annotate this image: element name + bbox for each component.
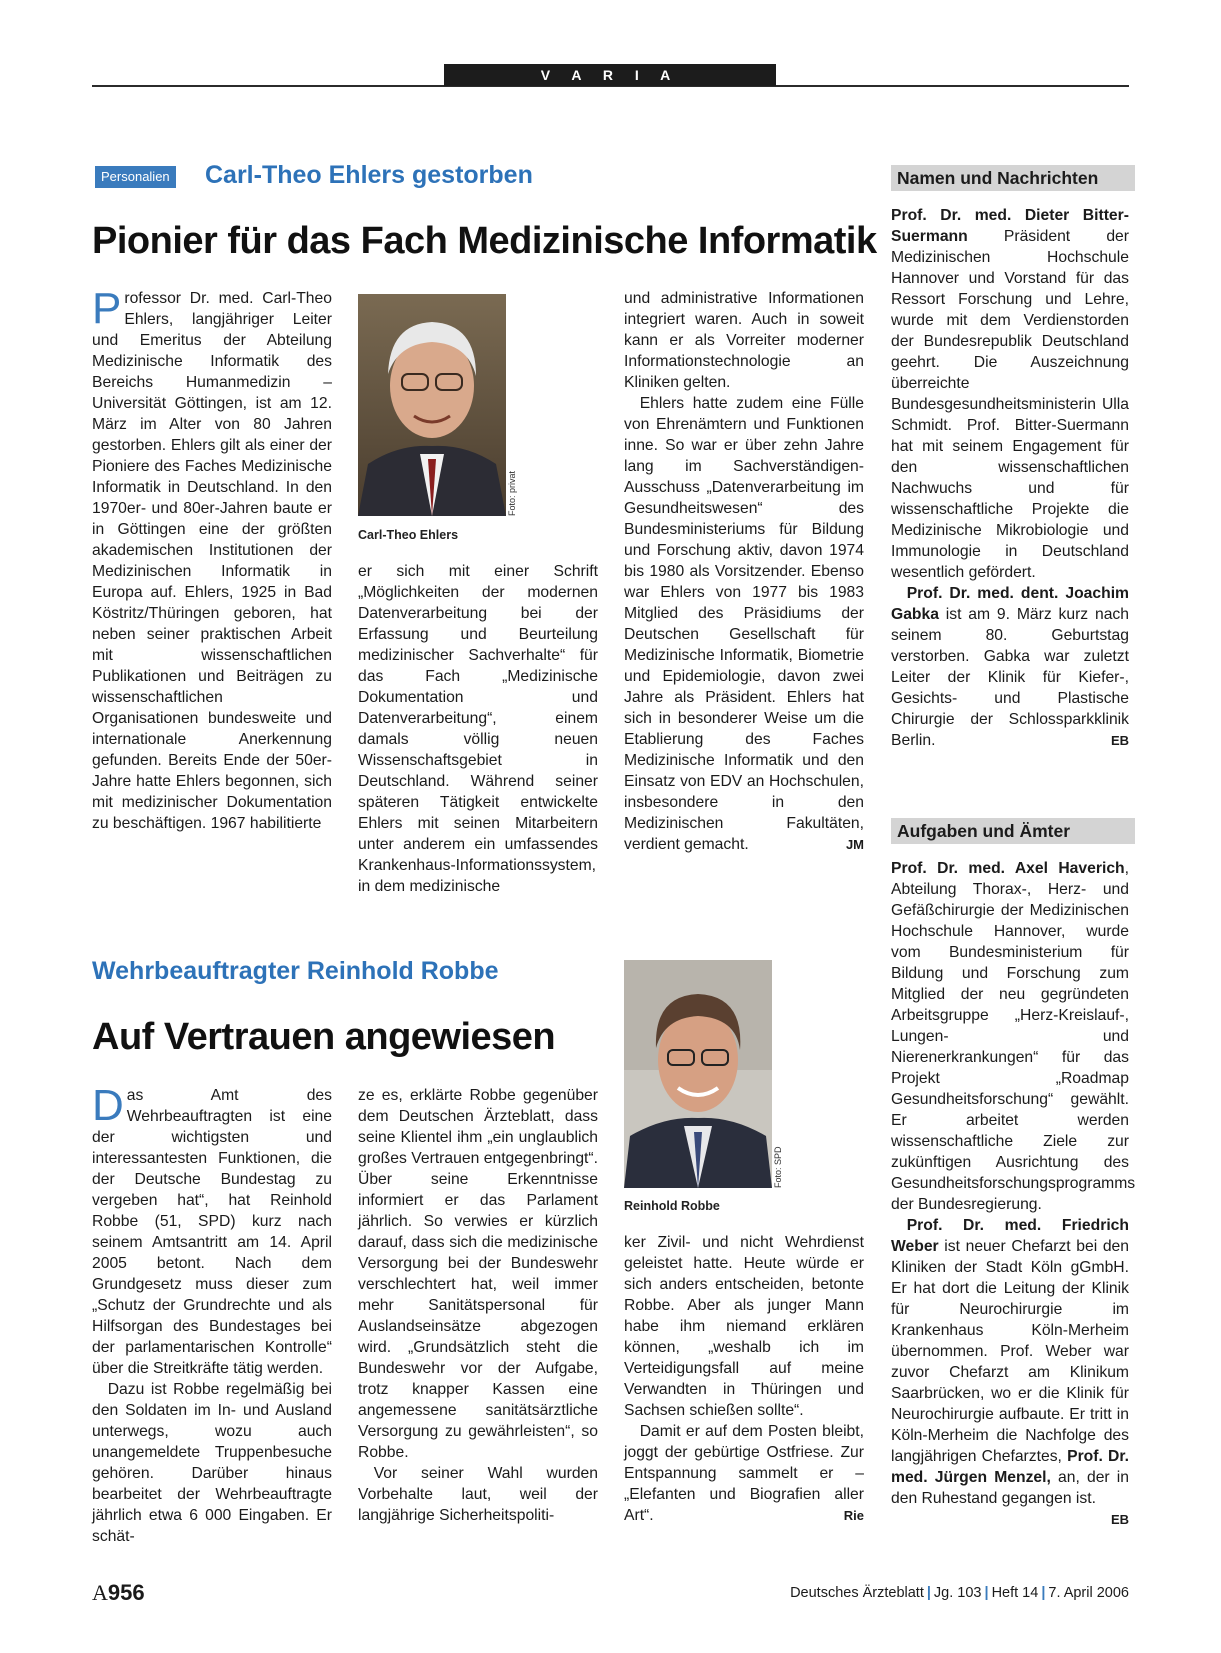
sidebar-signature: EB <box>1110 1512 1129 1527</box>
sidebar-section-aufgaben <box>891 858 1136 1530</box>
article2-headline: Auf Vertrauen angewiesen <box>92 1016 556 1058</box>
page-prefix: A <box>92 1580 108 1605</box>
news-text: ist neuer Chefarzt bei den Kliniken der Stadt Köln gGmbH. Er hat dort die Leitung der Klinik für Neurochirurgie im Krankenhaus Köln-Merheim übernommen. Prof. Weber war zuvor Chefarzt am Klinikum Saarbrücken, wo er die Klinik für Neurochirurgie aufbaute. Er tritt in Köln-Merheim die Nachfolge des langjährigen Chefarztes, <box>891 1238 1129 1465</box>
journal-name: Deutsches Ärzteblatt <box>790 1585 924 1601</box>
article2-col2-para2: Vor seiner Wahl wurden Vorbehalte laut, weil der langjährige Sicherheitspoliti- <box>358 1465 598 1524</box>
page-number <box>92 1580 145 1606</box>
article1-column-3 <box>624 288 864 855</box>
sidebar-heading-namen: Namen und Nachrichten <box>891 165 1135 191</box>
person-name: Prof. Dr. med. Friedrich Weber <box>891 1217 1129 1255</box>
dropcap: P <box>92 284 122 333</box>
news-text: Präsident der Medizinischen Hochschule Hannover und Vorstand für das Ressort Forschung und Lehre, wurde mit dem Verdienstorden der Bundesrepublik Deutschland geehrt. Die Auszeichnung überreichte Bundesgesundheitsministerin Ulla Schmidt. Prof. Bitter-Suermann hat mit seinem Engagement für den wissenschaftlichen Nachwuchs und für wissenschaftliche Projekte die Medizinische Mikrobiologie und Immunologie in Deutschland wesentlich gefördert. <box>891 228 1129 581</box>
sidebar-section-namen <box>891 205 1129 751</box>
photo-credit-robbe: Foto: SPD <box>773 1146 783 1188</box>
person-name: Prof. Dr. med. Dieter Bitter-Suermann <box>891 207 1129 245</box>
person-name: Prof. Dr. med. Jürgen Menzel, <box>891 1448 1129 1486</box>
section-banner: V A R I A <box>444 64 776 86</box>
article1-column-2 <box>358 561 598 897</box>
article1-headline: Pionier für das Fach Medizinische Informatik <box>92 220 877 262</box>
article1-signature: JM <box>845 837 864 852</box>
journal-footer <box>790 1585 1129 1601</box>
photo-caption-ehlers: Carl-Theo Ehlers <box>358 528 459 542</box>
article1-col1-text: rofessor Dr. med. Carl-Theo Ehlers, langjähriger Leiter und Emeritus der Abteilung Medizinische Informatik des Bereichs Humanmedizin – Universität Göttingen, ist am 12. März im Alter von 80 Jahren gestorben. Ehlers gilt als einer der Pioniere des Faches Medizinische Informatik in Deutschland. In den 1970er- und 80er-Jahren baute er in Göttingen eine der größten akademischen Institutionen der Medizinischen Informatik in Europa auf. Ehlers, 1925 in Bad Köstritz/Thüringen geboren, hat neben seiner praktischen Arbeit mit wissenschaftlichen Publikationen und Beiträgen zu wissenschaftlichen Organisationen bundesweite und internationale Anerkennung gefunden. Bereits Ende der 50er-Jahre hatte Ehlers begonnen, sich mit medizinischer Dokumentation zu beschäftigen. 1967 habilitierte <box>92 290 332 832</box>
person-name: Prof. Dr. med. Axel Haverich <box>891 860 1125 877</box>
sidebar-heading-aufgaben: Aufgaben und Ämter <box>891 818 1135 844</box>
article2-col3-para2: Damit er auf dem Posten bleibt, joggt der gebürtige Ostfriese. Zur Entspannung sammelt er – „Elefanten und Biografien aller Art“. <box>624 1423 864 1524</box>
photo-caption-robbe: Reinhold Robbe <box>624 1199 720 1213</box>
rubric-badge: Personalien <box>95 166 176 188</box>
portrait-photo-robbe <box>624 960 772 1188</box>
article1-col3-para1: und administrative Informationen integriert waren. Auch in soweit kann er als Vorreiter moderner Informationstechnologie an Kliniken gelten. <box>624 290 864 391</box>
article1-column-1 <box>92 284 332 834</box>
article2-column-2 <box>358 1085 598 1526</box>
article1-col2-text: er sich mit einer Schrift „Möglichkeiten der modernen Datenverarbeitung bei der Erfassung und Beurteilung medizinischer Sachverhalte“ für das Fach „Medizinische Dokumentation und Datenverarbeitung“, einem damals völlig neuen Wissenschaftsgebiet in Deutschland. Während seiner späteren Tätigkeit entwickelte Ehlers mit seinen Mitarbeitern unter anderem ein umfassendes Krankenhaus-Informationssystem, in dem medizinische <box>358 563 598 895</box>
article1-kicker: Carl-Theo Ehlers gestorben <box>205 161 533 189</box>
sidebar-signature: EB <box>1110 733 1129 748</box>
news-text: , Abteilung Thorax-, Herz- und Gefäßchirurgie der Medizinischen Hochschule Hannover, wurde vom Bundesministerium für Bildung und Forschung zum Mitglied der neu gegründeten Arbeitsgruppe „Herz-Kreislauf-, Lungen- und Nierenerkrankungen“ für das Projekt „Roadmap Gesundheitsforschung“ gewählt. Er arbeitet werden wissenschaftliche Ziele zur zukünftigen Ausrichtung des Gesundheitsforschungsprogramms der Bundesregierung. <box>891 860 1136 1213</box>
journal-date: 7. April 2006 <box>1048 1585 1129 1601</box>
article2-kicker: Wehrbeauftragter Reinhold Robbe <box>92 957 499 985</box>
news-text: ist am 9. März kurz nach seinem 80. Geburtstag verstorben. Gabka war zuletzt Leiter der Klinik für Kiefer-, Gesichts- und Plastische Chirurgie der Schlossparkklinik Berlin. <box>891 606 1129 749</box>
portrait-photo-ehlers <box>358 294 506 516</box>
article2-col2-para1: ze es, erklärte Robbe gegenüber dem Deutschen Ärzteblatt, dass seine Klientel ihm „ein unglaublich großes Vertrauen entgegenbringt“. Über seine Erkenntnisse informiert er das Parlament jährlich. So verwies er kürzlich darauf, dass sich die medizinische Versorgung bei der Bundeswehr verschlechtert hat, weil immer mehr Sanitätspersonal für Auslandseinsätze abgezogen wird. „Grundsätzlich steht die Bundeswehr vor der Aufgabe, trotz knapper Kassen eine angemessene sanitätsärztliche Versorgung zu gewährleisten“, so Robbe. <box>358 1087 598 1461</box>
article2-col3-para1: ker Zivil- und nicht Wehrdienst geleistet hatte. Heute würde er sich anders entscheiden, betonte Robbe. Aber als junger Mann habe ihm niemand erklären können, „weshalb ich im Verteidigungsfall auf meine Verwandten in Thüringen und Sachsen schießen sollte“. <box>624 1234 864 1419</box>
news-text: an, der in den Ruhestand gegangen ist. <box>891 1469 1129 1507</box>
article2-column-3 <box>624 1232 864 1526</box>
page-number-value: 956 <box>107 1580 145 1605</box>
photo-credit-ehlers: Foto: privat <box>507 470 517 516</box>
journal-issue: Heft 14 <box>991 1585 1039 1601</box>
article2-column-1 <box>92 1081 332 1547</box>
separator: | <box>1041 1585 1046 1601</box>
separator: | <box>984 1585 989 1601</box>
article2-signature: Rie <box>843 1508 864 1523</box>
separator: | <box>926 1585 931 1601</box>
article2-col1-para2: Dazu ist Robbe regelmäßig bei den Soldaten im In- und Ausland unterwegs, wozu auch unangemeldete Truppenbesuche gehören. Darüber hinaus bearbeitet der Wehrbeauftragte jährlich etwa 6 000 Eingaben. Er schät- <box>92 1381 332 1545</box>
person-name: Prof. Dr. med. dent. Joachim Gabka <box>891 585 1129 623</box>
journal-volume: Jg. 103 <box>933 1585 982 1601</box>
article2-col1-para1: as Amt des Wehrbeauftragten ist eine der wichtigsten und interessantesten Funktionen, die der Deutsche Bundestag zu vergeben hat“, hat Reinhold Robbe (51, SPD) kurz nach seinem Amtsantritt am 14. April 2005 betont. Nach dem Grundgesetz muss dieser zum „Schutz der Grundrechte und als Hilfsorgan des Bundestages bei der parlamentarischen Kontrolle“ über die Streitkräfte tätig werden. <box>92 1087 332 1377</box>
dropcap: D <box>92 1081 124 1130</box>
article1-col3-para2: Ehlers hatte zudem eine Fülle von Ehrenämtern und Funktionen inne. So war er über zehn Jahre lang im Sachverständigen-Ausschuss „Datenverarbeitung im Gesundheitswesen“ des Bundesministeriums für Bildung und Forschung aktiv, davon 1974 bis 1980 als Vorsitzender. Ebenso war Ehlers von 1977 bis 1983 Mitglied des Präsidiums der Deutschen Gesellschaft für Medizinische Informatik, Biometrie und Epidemiologie, davon zwei Jahre als Präsident. Ehlers hat sich in besonderer Weise um die Etablierung des Faches Medizinische Informatik und den Einsatz von EDV an Hochschulen, insbesondere in den Medizinischen Fakultäten, verdient gemacht. <box>624 395 864 853</box>
